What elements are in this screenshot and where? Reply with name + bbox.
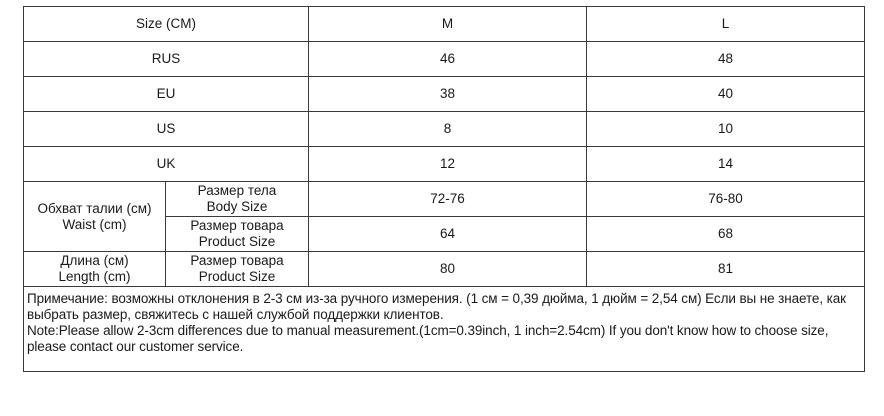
size-l-header: L [587, 7, 865, 42]
length-product-label-en: Product Size [198, 269, 276, 284]
waist-product-label-ru: Размер товара [190, 218, 284, 233]
waist-label-en: Waist (cm) [62, 216, 127, 232]
size-m-header: M [309, 7, 587, 42]
body-size-label-en: Body Size [206, 199, 268, 214]
table-row-rus [24, 42, 865, 77]
size-header-cell: Size (CM) [24, 7, 309, 42]
waist-label-cell [24, 182, 166, 252]
waist-body-size-label [166, 182, 309, 217]
body-size-label-ru: Размер тела [197, 183, 277, 198]
table-row-uk [24, 147, 865, 182]
row-label-uk: UK [24, 147, 309, 182]
table-row-waist-body [24, 182, 865, 217]
us-m-value: 8 [309, 112, 587, 147]
waist-product-label-en: Product Size [198, 234, 276, 249]
row-label-eu: EU [24, 77, 309, 112]
uk-m-value: 12 [309, 147, 587, 182]
eu-l-value: 40 [587, 77, 865, 112]
waist-body-l-value: 76-80 [587, 182, 865, 217]
table-header-row [24, 7, 865, 42]
rus-l-value: 48 [587, 42, 865, 77]
note-text-en: Note:Please allow 2-3cm differences due to manual measurement.(1cm=0.39inch, 1 inch=2.54cm) If you don't know how to choose size, please contact our customer service. [27, 323, 829, 354]
eu-m-value: 38 [309, 77, 587, 112]
table-note-row [24, 287, 865, 372]
row-label-rus: RUS [24, 42, 309, 77]
length-product-label-ru: Размер товара [190, 253, 284, 268]
length-product-size-label [166, 252, 309, 287]
waist-product-size-label [166, 217, 309, 252]
us-l-value: 10 [587, 112, 865, 147]
rus-m-value: 46 [309, 42, 587, 77]
length-label-en: Length (cm) [58, 269, 131, 284]
note-text-ru: Примечание: возможны отклонения в 2-3 см из-за ручного измерения. (1 см = 0,39 дюйма, 1 дюйм = 2,54 см) Если вы не знаете, как выбрать размер, свяжитесь с нашей службой поддержки клиентов. [27, 291, 846, 322]
measurement-note [24, 287, 865, 372]
length-label-cell [24, 252, 166, 287]
waist-label-ru: Обхват талии (см) [37, 200, 152, 216]
uk-l-value: 14 [587, 147, 865, 182]
table-row-length [24, 252, 865, 287]
size-chart-table [23, 6, 865, 372]
row-label-us: US [24, 112, 309, 147]
length-m-value: 80 [309, 252, 587, 287]
waist-product-m-value: 64 [309, 217, 587, 252]
table-row-eu [24, 77, 865, 112]
table-row-us [24, 112, 865, 147]
length-label-ru: Длина (см) [60, 253, 129, 268]
length-l-value: 81 [587, 252, 865, 287]
waist-body-m-value: 72-76 [309, 182, 587, 217]
waist-product-l-value: 68 [587, 217, 865, 252]
